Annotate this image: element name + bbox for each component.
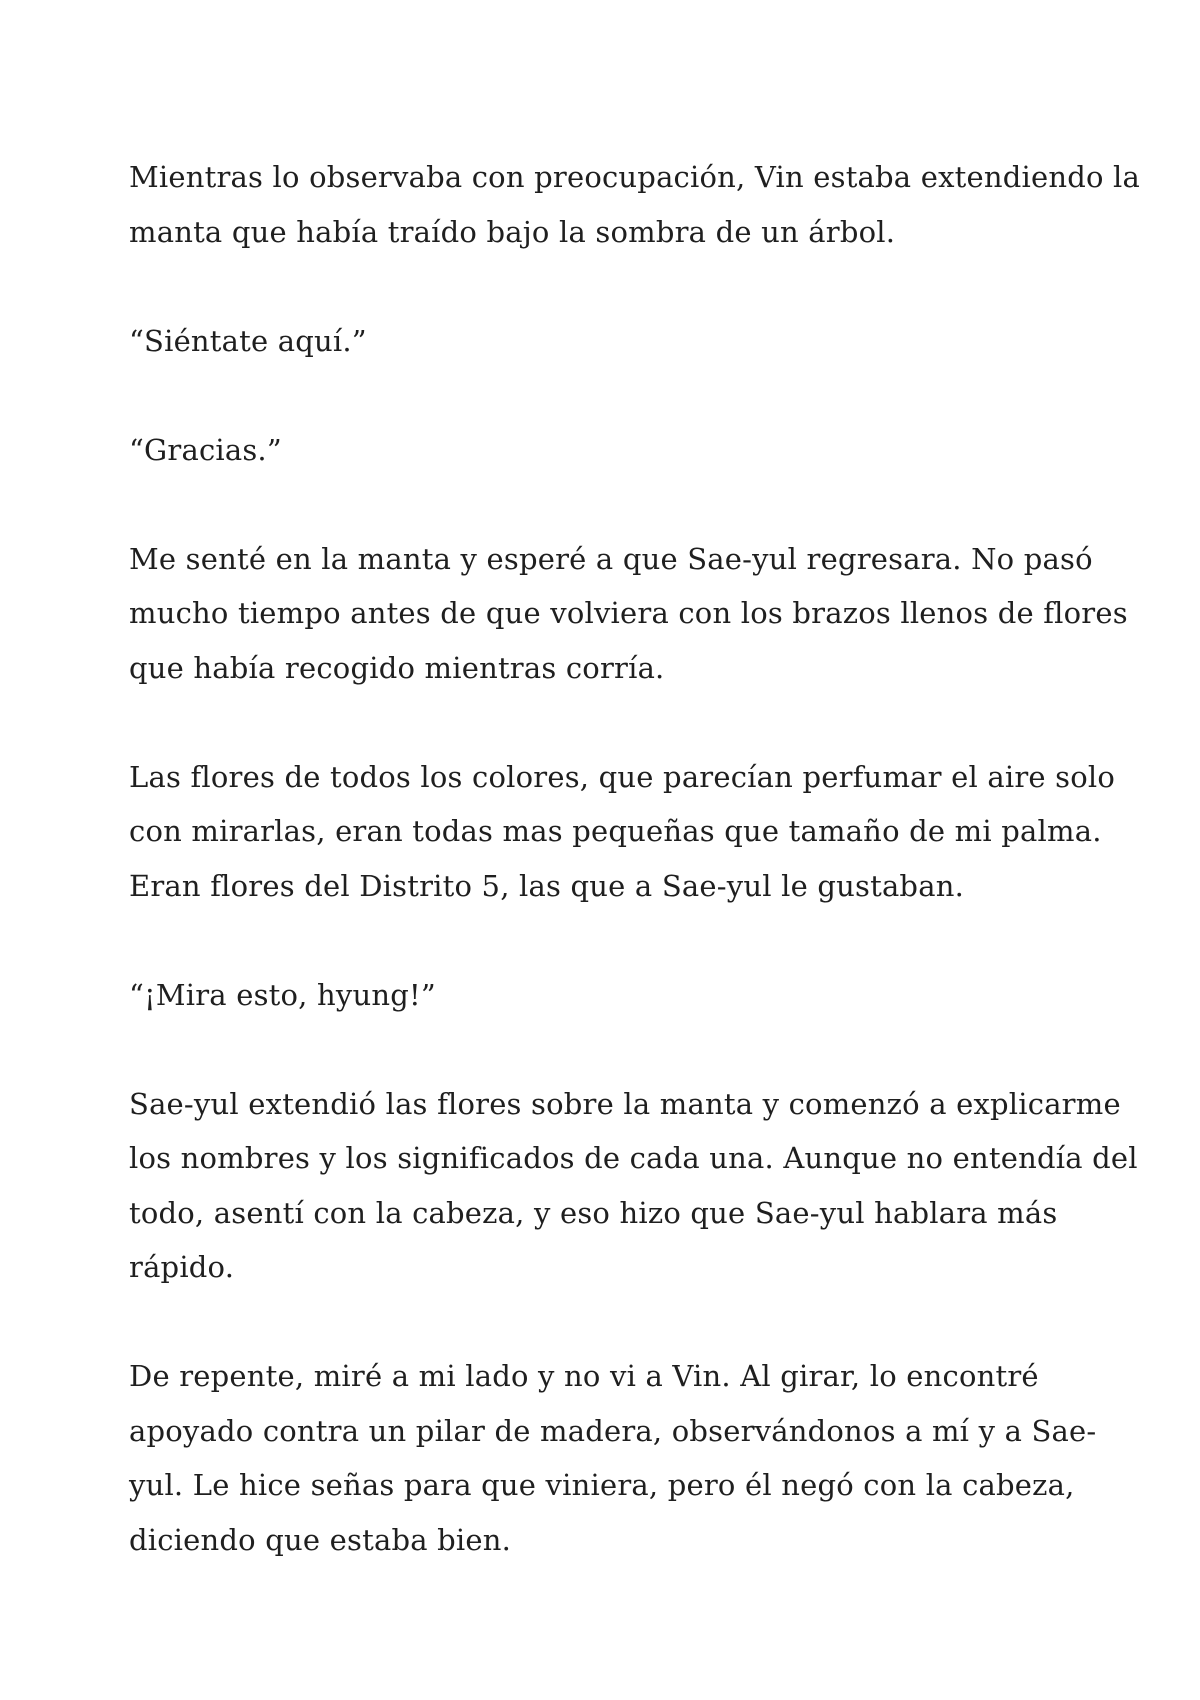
- paragraph-line: “Gracias.”: [129, 432, 282, 467]
- paragraph-line: Las flores de todos los colores, que parecían perfumar el aire solo: [129, 759, 1116, 794]
- paragraph-line: yul. Le hice señas para que viniera, pero él negó con la cabeza,: [129, 1468, 1075, 1502]
- paragraph-5: [129, 750, 1116, 914]
- paragraph-line: manta que había traído bajo la sombra de un árbol.: [129, 214, 896, 249]
- paragraph-line: con mirarlas, eran todas mas pequeñas que tamaño de mi palma.: [129, 814, 1102, 848]
- paragraph-line: diciendo que estaba bien.: [129, 1522, 512, 1557]
- paragraph-line: todo, asentí con la cabeza, y eso hizo que Sae-yul hablara más: [129, 1195, 1058, 1230]
- document-body: [129, 150, 1141, 1567]
- paragraph-line: mucho tiempo antes de que volviera con los brazos llenos de flores: [129, 596, 1128, 630]
- paragraph-line: “¡Mira esto, hyung!”: [129, 977, 436, 1012]
- paragraph-line: que había recogido mientras corría.: [129, 650, 665, 685]
- paragraph-line: apoyado contra un pilar de madera, observándonos a mí y a Sae-: [129, 1413, 1097, 1448]
- paragraph-line: Eran flores del Distrito 5, las que a Sae-yul le gustaban.: [129, 868, 964, 903]
- paragraph-line: Me senté en la manta y esperé a que Sae-yul regresara. No pasó: [129, 541, 1093, 576]
- paragraph-line: “Siéntate aquí.”: [129, 323, 367, 358]
- paragraph-2-dialogue: [129, 314, 1089, 369]
- paragraph-3-dialogue: [129, 423, 1089, 478]
- paragraph-line: Sae-yul extendió las flores sobre la manta y comenzó a explicarme: [129, 1086, 1121, 1121]
- paragraph-8: [129, 1349, 1097, 1567]
- paragraph-4: [129, 532, 1128, 696]
- paragraph-line: los nombres y los significados de cada una. Aunque no entendía del: [129, 1141, 1138, 1175]
- paragraph-6-dialogue: [129, 968, 1089, 1023]
- paragraph-line: De repente, miré a mi lado y no vi a Vin. Al girar, lo encontré: [129, 1359, 1039, 1393]
- paragraph-1: [129, 150, 1141, 259]
- paragraph-line: Mientras lo observaba con preocupación, Vin estaba extendiendo la: [129, 160, 1141, 194]
- paragraph-line: rápido.: [129, 1250, 235, 1284]
- paragraph-7: [129, 1077, 1138, 1295]
